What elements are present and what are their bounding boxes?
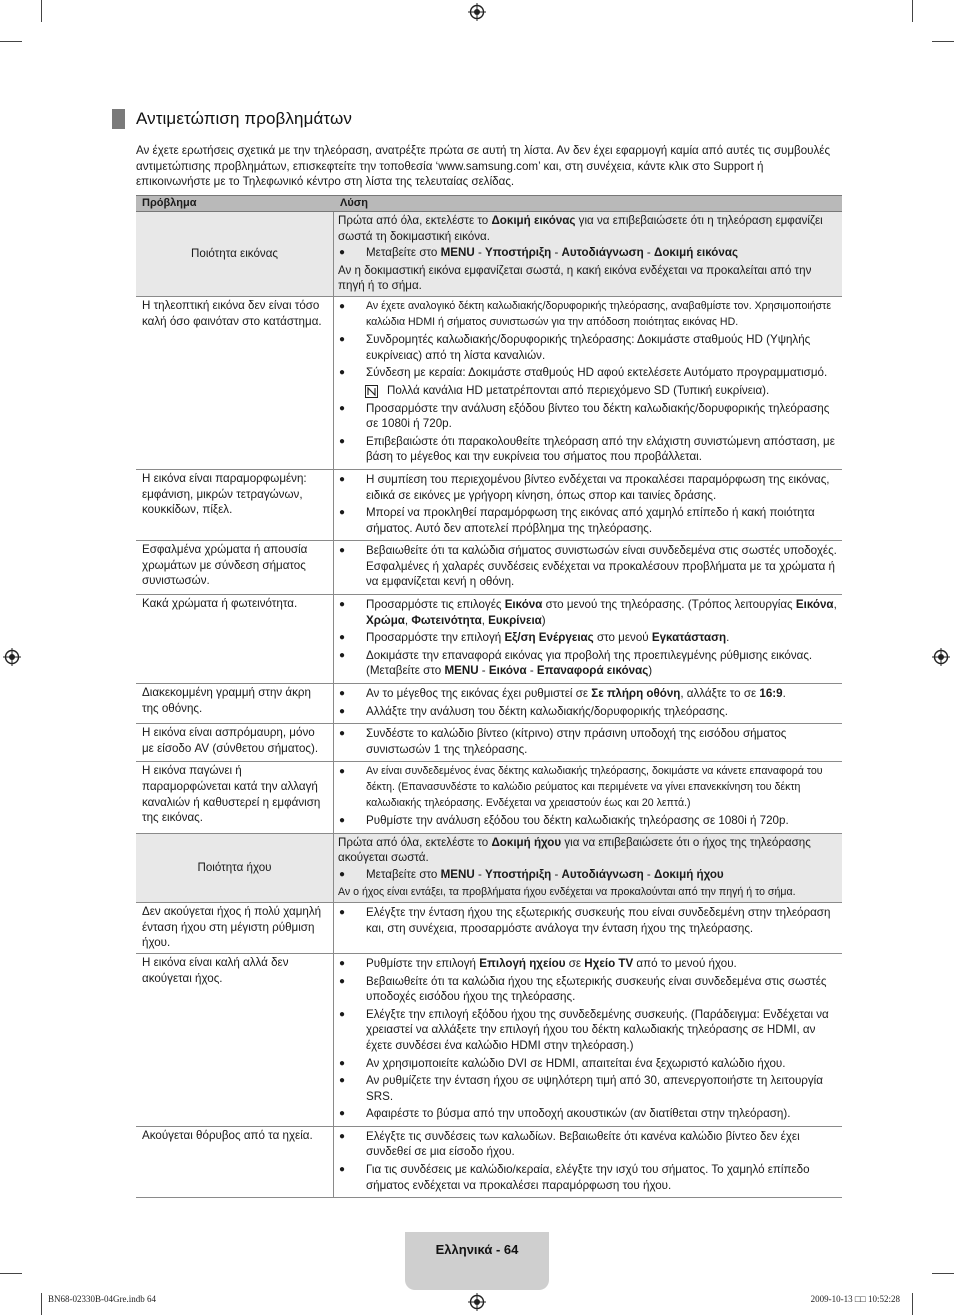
- problem-cell: Η εικόνα είναι ασπρόμαυρη, μόνο με είσοδο AV (σύνθετου σήματος).: [136, 724, 334, 761]
- bullet-icon: ●: [339, 367, 346, 379]
- bullet-icon: ●: [339, 957, 346, 969]
- list-item: ● Αφαιρέστε το βύσμα από την υποδοχή ακουστικών (αν διατίθεται στην τηλεόραση).: [339, 1107, 791, 1121]
- registration-mark-icon: [3, 648, 21, 666]
- file-info: BN68-02330B-04Gre.indb 64: [48, 1294, 156, 1304]
- problem-cell: Η εικόνα είναι παραμορφωμένη: εμφάνιση, μικρών τετραγώνων, κουκκίδων, πίξελ.: [136, 470, 334, 540]
- table-row: [136, 470, 842, 541]
- list-item: ● Ελέγξτε την επιλογή εξόδου ήχου της συνδεδεμένης συσκευής. (Παράδειγμα: Ενδέχεται να χρειαστεί να αλλάξετε την επιλογή ήχου του δέκτη καλωδιακής τηλεόρασης σε HDMI, αν έχετε συνδέσει ένα καλώδιο HDMI στην τηλεόραση.): [339, 1007, 829, 1052]
- solution-cell: [334, 297, 842, 469]
- list-item: ● Ρυθμίστε την επιλογή Επιλογή ηχείου σε Ηχείο TV από το μενού ήχου.: [339, 956, 737, 970]
- bullet-icon: ●: [339, 907, 346, 919]
- problem-cell: Διακεκομμένη γραμμή στην άκρη της οθόνης.: [136, 684, 334, 723]
- crop-mark: [41, 1293, 42, 1315]
- solution-cell: [334, 1127, 842, 1197]
- bullet-icon: ●: [339, 1130, 346, 1142]
- list-item: ● Σύνδεση με κεραία: Δοκιμάστε σταθμούς HD αφού εκτελέσετε Αυτόματο προγραμματισμό.: [339, 366, 828, 380]
- intro-paragraph: Αν έχετε ερωτήσεις σχετικά με την τηλεόραση, ανατρέξτε πρώτα σε αυτή τη λίστα. Αν δεν έχει εφαρμογή καμία από αυτές τις συμβουλές αντιμετώπισης προβλημάτων, επισκεφτείτε την τοποθεσία ‘www.samsung.com’ και, στη συνέχεια, κάντε κλικ στο Support ή επικοινωνήστε με το Τηλεφωνικό κέντρο στη λίστα της τελευταίας σελίδας.: [136, 144, 831, 189]
- bullet-icon: ●: [339, 766, 346, 778]
- solution-text: Αν ο ήχος είναι εντάξει, τα προβλήματα ήχου ενδέχεται να προκαλούνται από την πηγή ή το σήμα.: [338, 885, 796, 898]
- bullet-icon: ●: [339, 688, 346, 700]
- problem-cell: Ακούγεται θόρυβος από τα ηχεία.: [136, 1127, 334, 1197]
- list-item: ● Η συμπίεση του περιεχομένου βίντεο ενδέχεται να προκαλέσει παραμόρφωση της εικόνας, ειδικά σε εικόνες με γρήγορη κίνηση, όπως σπορ και ταινίες δράσης.: [339, 472, 830, 502]
- solution-text: Αν η δοκιμαστική εικόνα εμφανίζεται σωστά, η κακή εικόνα ενδέχεται να προκαλείται από την πηγή ή το σήμα.: [338, 263, 812, 293]
- page-number: Ελληνικά - 64: [435, 1242, 519, 1257]
- crop-mark: [0, 1273, 22, 1274]
- solution-text: Πρώτα από όλα, εκτελέστε το Δοκιμή ήχου για να επιβεβαιώσετε ότι ο ήχος της τηλεόρασης ακούγεται σωστά.: [338, 835, 811, 865]
- crop-mark: [0, 41, 22, 42]
- list-item: ● Προσαρμόστε την επιλογή Εξ/ση Ενέργειας στο μενού Εγκατάσταση.: [339, 631, 730, 645]
- list-item: ● Αλλάξτε την ανάλυση του δέκτη καλωδιακής/δορυφορικής τηλεόρασης.: [339, 704, 729, 718]
- problem-cell: Ποιότητα εικόνας: [136, 212, 334, 296]
- list-item: ● Αν έχετε αναλογικό δέκτη καλωδιακής/δορυφορικής τηλεόρασης, αναβαθμίστε τον. Χρησιμοποιήστε καλώδια HDMI ή σήματος συνιστωσών για την απόδοση ποιότητας εικόνας HD.: [338, 299, 838, 330]
- bullet-icon: ●: [339, 705, 346, 717]
- registration-mark-icon: [468, 1293, 486, 1311]
- problem-cell: Η εικόνα παγώνει ή παραμορφώνεται κατά την αλλαγή καναλιών ή καθυστερεί η εμφάνιση της εικόνας.: [136, 762, 334, 832]
- solution-cell: [334, 541, 842, 594]
- table-row: [136, 684, 842, 724]
- table-row: [136, 724, 842, 762]
- solution-cell: [334, 903, 842, 953]
- solution-cell: [334, 954, 842, 1126]
- bullet-icon: ●: [339, 975, 346, 987]
- solution-cell: [334, 684, 842, 723]
- column-header-solution: Λύση: [340, 197, 368, 209]
- bullet-icon: ●: [339, 728, 346, 740]
- bullet-icon: ●: [339, 435, 346, 447]
- bullet-icon: ●: [339, 402, 346, 414]
- crop-mark: [912, 1293, 913, 1315]
- section-heading: [112, 109, 352, 129]
- table-header: [136, 196, 842, 212]
- solution-text: Πρώτα από όλα, εκτελέστε το Δοκιμή εικόνας για να επιβεβαιώσετε ότι η τηλεόραση εμφανίζει σωστά τη δοκιμαστική εικόνα.: [338, 214, 823, 243]
- bullet-icon: ●: [339, 815, 346, 827]
- bullet-icon: ●: [339, 545, 346, 557]
- list-item: ● Δοκιμάστε την επαναφορά εικόνας για προβολή της προεπιλεγμένης ρύθμισης εικόνας. (Μεταβείτε στο MENU - Εικόνα - Επαναφορά εικόνας): [339, 648, 813, 678]
- problem-cell: Η τηλεοπτική εικόνα δεν είναι τόσο καλή όσο φαινόταν στο κατάστημα.: [136, 297, 334, 469]
- list-item: ● Μπορεί να προκληθεί παραμόρφωση της εικόνας από χαμηλό επίπεδο ή κακή ποιότητα σήματος. Αυτό δεν αποτελεί πρόβλημα της τηλεόρασης.: [339, 506, 815, 535]
- list-item: ● Προσαρμόστε την ανάλυση εξόδου βίντεο του δέκτη καλωδιακής/δορυφορικής τηλεόρασης σε 1080i ή 720p.: [339, 401, 830, 431]
- note-item: Πολλά κανάλια HD μετατρέπονται από περιεχόμενο SD (Τυπική ευκρίνεια).: [338, 383, 838, 399]
- bullet-icon: ●: [339, 247, 346, 259]
- bullet-icon: ●: [339, 599, 346, 611]
- crop-mark: [912, 0, 913, 22]
- solution-cell: [334, 595, 842, 683]
- table-row: [136, 954, 842, 1127]
- list-item: ● Ρυθμίστε την ανάλυση εξόδου του δέκτη καλωδιακής τηλεόρασης σε 1080i ή 720p.: [339, 814, 789, 828]
- heading-bar: [112, 109, 125, 129]
- crop-mark: [41, 0, 42, 22]
- bullet-icon: ●: [339, 1057, 346, 1069]
- bullet-icon: ●: [339, 632, 346, 644]
- bullet-icon: ●: [339, 300, 346, 312]
- problem-cell: Κακά χρώματα ή φωτεινότητα.: [136, 595, 334, 683]
- crop-mark: [932, 41, 954, 42]
- solution-cell: [334, 212, 842, 296]
- table-row: [136, 297, 842, 470]
- list-item: ● Συνδέστε το καλώδιο βίντεο (κίτρινο) στην πράσινη υποδοχή της εισόδου σήματος συνιστωσών 1 της τηλεόρασης.: [339, 727, 787, 756]
- bullet-icon: ●: [339, 334, 346, 346]
- list-item: ● Για τις συνδέσεις με καλώδιο/κεραία, ελέγξτε την ισχύ του σήματος. Το χαμηλό επίπεδο σήματος ενδέχεται να προκαλέσει παραμόρφωση του ήχου.: [339, 1163, 810, 1192]
- list-item: ● Ελέγξτε την ένταση ήχου της εξωτερικής συσκευής που είναι συνδεδεμένη στην τηλεόραση και, στη συνέχεια, προσαρμόστε ανάλογα την ένταση ήχου της τηλεόρασης.: [339, 906, 831, 935]
- solution-cell: [334, 762, 842, 832]
- solution-cell: [334, 724, 842, 761]
- table-row: [136, 834, 842, 903]
- solution-cell: [334, 470, 842, 540]
- bullet-icon: ●: [339, 1008, 346, 1020]
- list-item: ● Αν ρυθμίζετε την ένταση ήχου σε υψηλότερη τιμή από 30, απενεργοποιήστε τη λειτουργία SRS.: [339, 1074, 823, 1103]
- list-item: ● Αν χρησιμοποιείτε καλώδιο DVI σε HDMI, απαιτείται ένα ξεχωριστό καλώδιο ήχου.: [339, 1056, 786, 1070]
- table-row: [136, 762, 842, 833]
- solution-cell: [334, 834, 842, 902]
- list-item: ● Βεβαιωθείτε ότι τα καλώδια ήχου της εξωτερικής συσκευής είναι συνδεδεμένα στις σωστές υποδοχές εισόδου ήχου της τηλεόρασης.: [339, 974, 827, 1004]
- registration-mark-icon: [468, 3, 486, 21]
- list-item: ● Μεταβείτε στο MENU - Υποστήριξη - Αυτοδιάγνωση - Δοκιμή ήχου: [339, 867, 724, 881]
- print-timestamp: 2009-10-13 □□ 10:52:28: [810, 1294, 900, 1304]
- table-row: [136, 541, 842, 595]
- registration-mark-icon: [932, 648, 950, 666]
- table-row: [136, 903, 842, 954]
- list-item: ● Επιβεβαιώστε ότι παρακολουθείτε τηλεόραση από την ελάχιστη συνιστώμενη απόσταση, με βάση το μέγεθος και την ευκρίνεια του σήματος που προβάλλεται.: [339, 434, 835, 464]
- bullet-icon: ●: [339, 473, 346, 485]
- bullet-icon: ●: [339, 649, 346, 661]
- list-item: ● Συνδρομητές καλωδιακής/δορυφορικής τηλεόρασης: Δοκιμάστε σταθμούς HD (Υψηλής ευκρίνειας) από τη λίστα καναλιών.: [339, 333, 811, 362]
- bullet-icon: ●: [339, 1164, 346, 1176]
- list-item: ● Ελέγξτε τις συνδέσεις των καλωδίων. Βεβαιωθείτε ότι κανένα καλώδιο βίντεο δεν έχει συνδεθεί σε μια είσοδο ήχου.: [339, 1129, 800, 1159]
- page-title: Αντιμετώπιση προβλημάτων: [136, 109, 352, 128]
- problem-cell: Η εικόνα είναι καλή αλλά δεν ακούγεται ήχος.: [136, 954, 334, 1126]
- table-row: [136, 1127, 842, 1198]
- table-row: [136, 595, 842, 684]
- problem-cell: Εσφαλμένα χρώματα ή απουσία χρωμάτων με σύνδεση σήματος συνιστωσών.: [136, 541, 334, 594]
- bullet-icon: ●: [339, 1108, 346, 1120]
- page-number-tab: [405, 1232, 549, 1290]
- column-header-problem: Πρόβλημα: [142, 197, 197, 209]
- list-item: ● Μεταβείτε στο MENU - Υποστήριξη - Αυτοδιάγνωση - Δοκιμή εικόνας: [339, 246, 738, 260]
- list-item: ● Προσαρμόστε τις επιλογές Εικόνα στο μενού της τηλεόρασης. (Τρόπος λειτουργίας Εικόνα, Χρώμα, Φωτεινότητα, Ευκρίνεια): [339, 598, 837, 627]
- problem-cell: Ποιότητα ήχου: [136, 834, 334, 902]
- table-row: [136, 212, 842, 297]
- note-icon: [365, 383, 387, 399]
- problem-cell: Δεν ακούγεται ήχος ή πολύ χαμηλή ένταση ήχου στη μέγιστη ρύθμιση ήχου.: [136, 903, 334, 953]
- list-item: ● Βεβαιωθείτε ότι τα καλώδια σήματος συνιστωσών είναι συνδεδεμένα στις σωστές υποδοχές. Εσφαλμένες ή χαλαρές συνδέσεις ενδέχεται να προκαλέσουν προβλήματα με τα χρώματα ή να εμφανίζεται κενή η οθόνη.: [339, 544, 837, 589]
- troubleshooting-table: [136, 195, 842, 1198]
- bullet-icon: ●: [339, 507, 346, 519]
- bullet-icon: ●: [339, 868, 346, 880]
- bullet-icon: ●: [339, 1075, 346, 1087]
- list-item: ● Αν το μέγεθος της εικόνας έχει ρυθμιστεί σε Σε πλήρη οθόνη, αλλάξτε το σε 16:9.: [339, 687, 786, 701]
- list-item: ● Αν είναι συνδεδεμένος ένας δέκτης καλωδιακής τηλεόρασης, δοκιμάστε να κάνετε επαναφορά του δέκτη. (Επανασυνδέστε το καλώδιο ρεύματος και περιμένετε να γίνει επανεκκίνηση του δέκτη καλωδιακής τηλεόρασης. Ενδέχεται να χρειαστούν έως και 20 λεπτά.): [338, 764, 838, 811]
- crop-mark: [932, 1273, 954, 1274]
